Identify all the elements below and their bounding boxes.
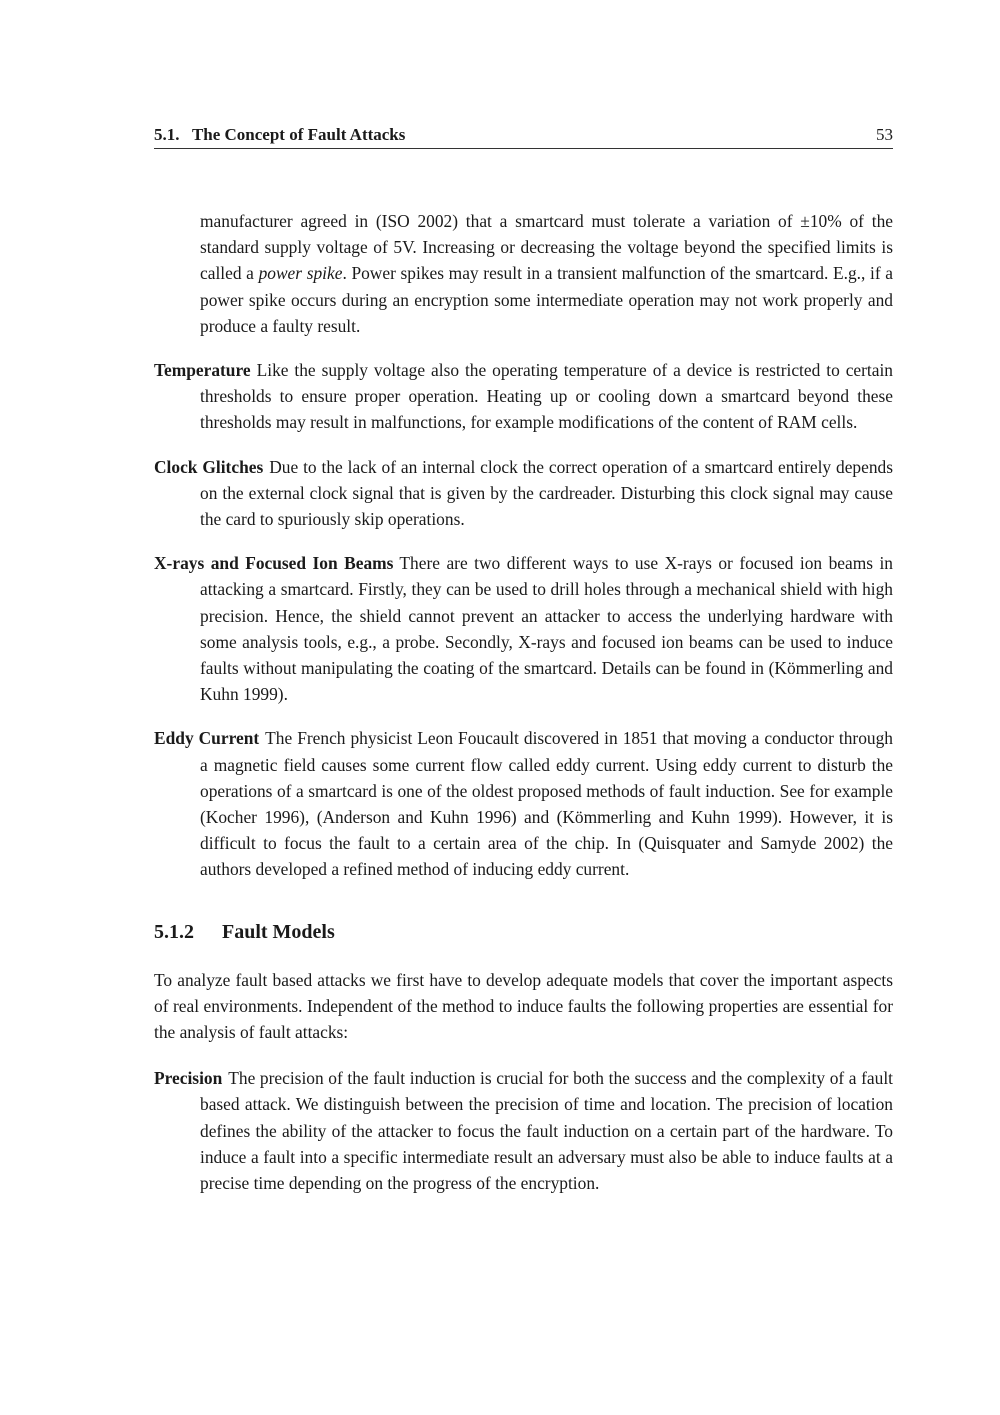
continuation-text-2: . Power spikes may result in a transient malfunction of the smartcard. E.g., if a power spike occurs during an encryption some intermediate operation may not work properly and produce a faulty result.: [200, 263, 893, 336]
intro-paragraph: To analyze fault based attacks we first have to develop adequate models that cover the important aspects of real environments. Independent of the method to induce faults the following properties are essential for the analysis of fault attacks:: [154, 969, 893, 1043]
subsection-title: Fault Models: [222, 920, 335, 943]
continuation-text-1: manufacturer agreed in (ISO 2002) that a smartcard must tolerate a variation of ±10% of the standard supply voltage of 5V. Increasing or decreasing the voltage beyond the specified limits is called a: [200, 211, 893, 284]
description-item-temperature: [154, 357, 893, 436]
term-precision: Precision: [154, 1068, 223, 1089]
header-section-title: 5.1. The Concept of Fault Attacks: [154, 125, 406, 144]
description-item-precision: [154, 1065, 893, 1196]
description-item-eddy-current: [154, 725, 893, 882]
description-item-xrays: [154, 550, 893, 707]
term-temperature: Temperature: [154, 360, 251, 381]
subsection-heading: [154, 919, 893, 945]
power-spike-emphasis: power spike: [258, 263, 343, 284]
running-header: [154, 124, 893, 149]
body-text: [154, 208, 893, 1214]
page: [154, 0, 893, 1415]
page-number: 53: [876, 125, 893, 144]
description-temperature: Like the supply voltage also the operating temperature of a device is restricted to certain thresholds to ensure proper operation. Heating up or cooling down a smartcard beyond these thresholds may result in malfunctions, for example modifications of the content of RAM cells.: [200, 360, 893, 433]
subsection-number: 5.1.2: [154, 920, 194, 943]
term-xrays: X-rays and Focused Ion Beams: [154, 553, 394, 574]
description-item-clock-glitches: [154, 454, 893, 533]
description-eddy-current: The French physicist Leon Foucault discovered in 1851 that moving a conductor through a magnetic field causes some current flow called eddy current. Using eddy current to disturb the operations of a smartcard is one of the oldest proposed methods of fault induction. See for example (Kocher 1996), (Anderson and Kuhn 1996) and (Kömmerling and Kuhn 1999). However, it is difficult to focus the fault to a certain area of the chip. In (Quisquater and Samyde 2002) the authors developed a refined method of inducing eddy current.: [200, 728, 893, 880]
description-clock-glitches: Due to the lack of an internal clock the correct operation of a smartcard entirely depends on the external clock signal that is given by the cardreader. Disturbing this clock signal may cause the card to spuriously skip operations.: [200, 456, 894, 530]
description-precision: The precision of the fault induction is crucial for both the success and the complexity of a fault based attack. We distinguish between the precision of time and location. The precision of location defines the ability of the attacker to focus the fault induction on a certain part of the hardware. To induce a fault into a specific intermediate result an adversary must also be able to induce faults at a precise time depending on the progress of the encryption.: [200, 1068, 893, 1194]
term-clock-glitches: Clock Glitches: [154, 456, 264, 477]
continuation-paragraph: [200, 208, 893, 339]
term-eddy-current: Eddy Current: [154, 728, 260, 749]
description-xrays: There are two different ways to use X-rays or focused ion beams in attacking a smartcard. Firstly, they can be used to drill holes through a mechanical shield with high precision. Hence, the shield cannot prevent an attacker to access the underlying hardware with some analysis tools, e.g., a probe. Secondly, X-rays and focused ion beams can be used to induce faults without manipulating the coating of the smartcard. Details can be found in (Kömmerling and Kuhn 1999).: [200, 553, 893, 705]
